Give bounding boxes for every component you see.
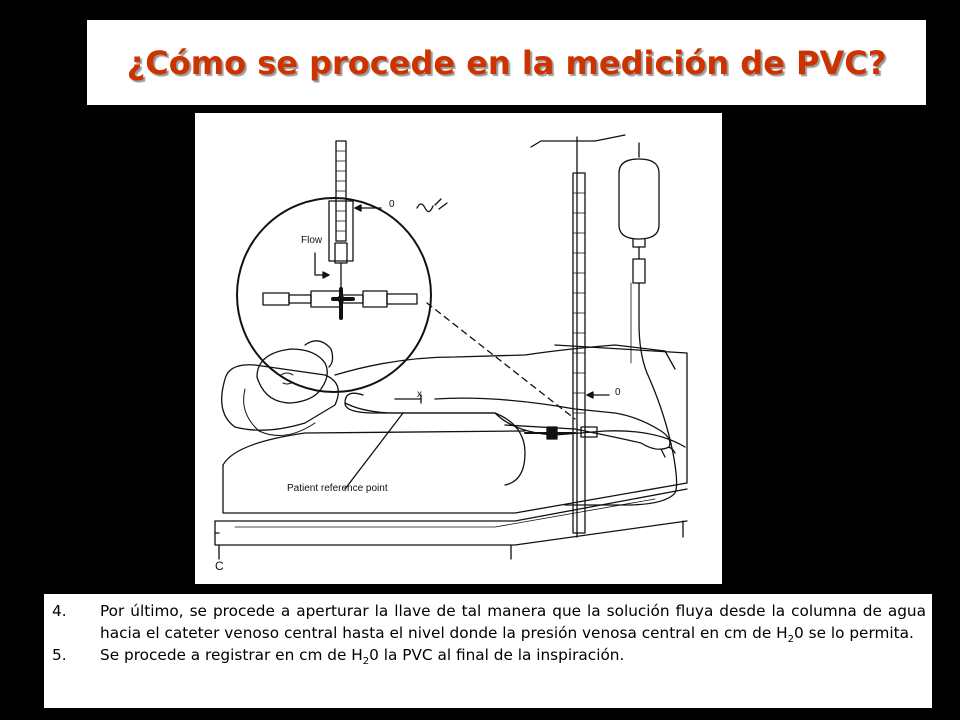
reference-point-pointer <box>345 413 403 489</box>
patient-reference-point-label: Patient reference point <box>287 483 388 494</box>
panel-label-c: C <box>215 559 224 573</box>
magnified-inset-circle <box>237 198 431 392</box>
step-text: Por último, se procede a aperturar la llave de tal manera que la solución fluya desde la columna de agua hacia el cateter venoso central hasta el nivel donde la presión venosa central en cm de $H_20$ se lo permita. <box>100 602 926 646</box>
slide-title: ¿Cómo se procede en la medición de PVC? <box>126 43 887 82</box>
patient-head <box>257 349 327 403</box>
cvp-measurement-illustration <box>195 113 722 584</box>
flow-label: Flow <box>301 235 323 246</box>
step-text: Se procede a registrar en cm de $H_20$ la PVC al final de la inspiración. <box>100 646 625 668</box>
magnification-guide-line <box>427 303 575 419</box>
procedure-steps <box>44 594 932 708</box>
patient-reference-x-label: x <box>417 389 422 400</box>
step-item <box>52 644 926 666</box>
iv-bag <box>619 159 659 239</box>
step-item <box>52 600 926 644</box>
title-banner <box>87 20 926 105</box>
line-drawing <box>195 113 722 584</box>
zero-label-manometer: 0 <box>615 387 621 398</box>
zero-label-inset: 0 <box>389 199 395 210</box>
step-number: 4. <box>52 602 67 620</box>
step-number: 5. <box>52 646 67 664</box>
